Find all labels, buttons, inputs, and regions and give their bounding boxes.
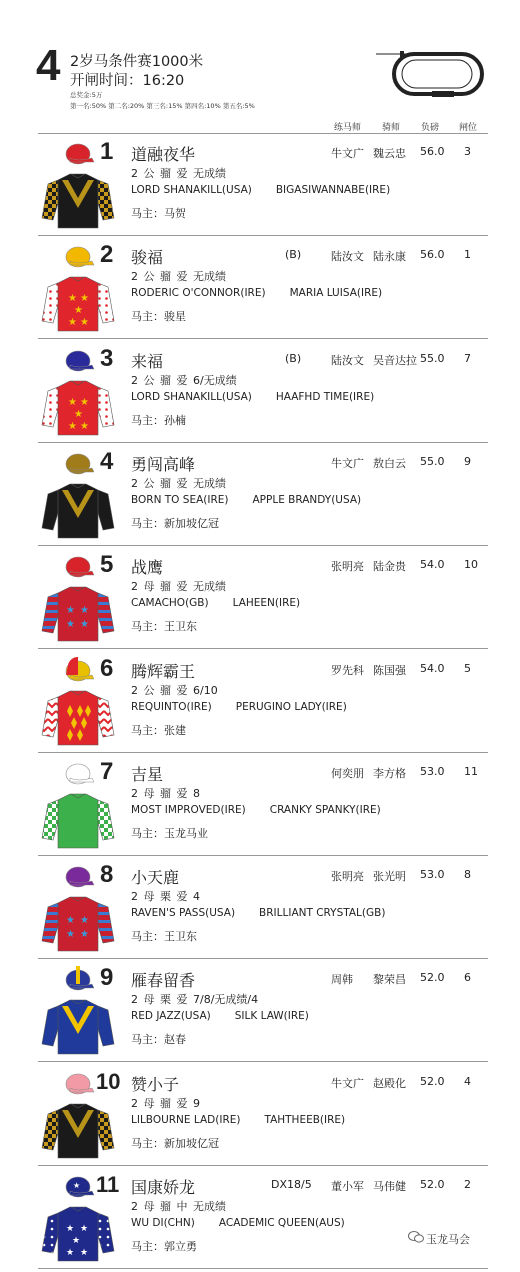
- divider: [38, 1165, 488, 1166]
- horse-info: 2 母 骝 爱 无成绩: [131, 580, 226, 594]
- trainer: 牛文广: [331, 1076, 364, 1090]
- svg-text:★: ★: [80, 929, 89, 941]
- svg-text:★: ★: [74, 408, 83, 420]
- runner-row: [0, 136, 520, 239]
- draw: 11: [464, 764, 478, 778]
- weight: 52.0: [420, 971, 445, 985]
- svg-text:★: ★: [66, 915, 75, 927]
- horse-name: 雁春留香: [131, 971, 196, 991]
- svg-text:★: ★: [80, 293, 89, 305]
- runner-row: [0, 962, 520, 1065]
- sire: CAMACHO(GB): [131, 597, 209, 610]
- runner-row: [0, 1066, 520, 1169]
- trainer: 何奕朋: [331, 766, 364, 780]
- sire: RED JAZZ(USA): [131, 1010, 211, 1023]
- owner: 马主：王卫东: [131, 930, 197, 944]
- draw: 4: [464, 1074, 471, 1088]
- jockey: 敖白云: [373, 456, 406, 470]
- dam: TAHTHEEB(IRE): [264, 1113, 346, 1126]
- jockey: 张光明: [373, 870, 406, 884]
- race-title: 2岁马条件赛1000米: [70, 54, 204, 70]
- horse-number: 2: [100, 241, 114, 269]
- wechat-logo-icon: [408, 1229, 424, 1248]
- horse-info: 2 母 骝 中 无成绩: [131, 1200, 226, 1213]
- horse-name: 骏福: [131, 248, 164, 268]
- weight: 56.0: [420, 145, 445, 158]
- pedigree: [131, 1114, 345, 1126]
- weight-col-header: 负磅: [421, 123, 440, 133]
- svg-text:★: ★: [68, 293, 77, 305]
- runner-row: [0, 446, 520, 549]
- pedigree: [131, 907, 385, 919]
- trainer: 周韩: [331, 973, 353, 987]
- owner: 马主：新加坡亿冠: [131, 1136, 219, 1150]
- trainer: 牛文广: [331, 456, 364, 470]
- svg-text:★: ★: [80, 420, 89, 432]
- jockey: 黎荣昌: [373, 973, 406, 987]
- divider: [38, 855, 488, 856]
- trainer: 张明亮: [331, 870, 364, 884]
- horse-name: 战鹰: [131, 558, 164, 578]
- trainer: 陆汝文: [331, 250, 364, 264]
- svg-text:★: ★: [80, 317, 89, 329]
- owner: 马主：张建: [131, 723, 186, 737]
- divider: [38, 545, 488, 546]
- pedigree: [131, 701, 347, 713]
- runner-row: [0, 1169, 520, 1272]
- pedigree: [131, 184, 390, 196]
- runner-row: [0, 859, 520, 962]
- draw: 8: [464, 868, 471, 882]
- owner: 马主：郭立勇: [131, 1240, 197, 1253]
- trainer: 董小军: [331, 1180, 364, 1193]
- trainer: 罗先科: [331, 663, 364, 677]
- dam: BRILLIANT CRYSTAL(GB): [259, 907, 386, 920]
- dam: HAAFHD TIME(IRE): [275, 390, 375, 403]
- weight: 55.0: [420, 351, 445, 365]
- owner: 马主：赵春: [131, 1033, 186, 1047]
- runner-row: [0, 756, 520, 859]
- weight: 56.0: [420, 248, 445, 262]
- jockey: 陈国强: [373, 663, 406, 677]
- svg-text:★: ★: [68, 396, 77, 408]
- jockey: 陆永康: [373, 250, 406, 264]
- draw: 3: [464, 145, 471, 158]
- horse-info: 2 公 骝 爱 6/无成绩: [131, 373, 237, 387]
- owner: 马主：孙楠: [131, 413, 186, 427]
- svg-text:★: ★: [66, 605, 75, 617]
- horse-number: 4: [100, 447, 114, 475]
- svg-text:★: ★: [80, 1224, 89, 1234]
- svg-text:★: ★: [68, 420, 77, 432]
- horse-name: 赞小子: [131, 1074, 180, 1094]
- sire: WU DI(CHN): [131, 1217, 195, 1229]
- jockey: 马伟健: [373, 1180, 406, 1193]
- svg-text:★: ★: [73, 1181, 81, 1190]
- jockey: 陆金贵: [373, 560, 406, 574]
- trainer: 牛文广: [331, 147, 364, 160]
- dam: LAHEEN(IRE): [232, 597, 301, 610]
- dam: BIGASIWANNABE(IRE): [275, 184, 391, 196]
- dam: SILK LAW(IRE): [234, 1010, 309, 1023]
- horse-number: 8: [100, 861, 114, 889]
- svg-text:★: ★: [66, 1248, 75, 1258]
- horse-number: 1: [100, 138, 114, 165]
- divider: [38, 752, 488, 753]
- pedigree: [131, 804, 381, 816]
- divider: [38, 338, 488, 339]
- owner: 马主：马贺: [131, 207, 186, 220]
- horse-info: 2 母 骝 爱 8: [131, 786, 200, 800]
- draw: 10: [464, 558, 478, 572]
- owner: 马主：骏星: [131, 310, 186, 324]
- svg-text:★: ★: [80, 396, 89, 408]
- horse-number: 7: [100, 757, 114, 785]
- blinkers: DX18/5: [271, 1178, 312, 1191]
- weight: 54.0: [420, 558, 445, 572]
- weight: 55.0: [420, 454, 445, 468]
- draw: 5: [464, 661, 471, 675]
- sire: MOST IMPROVED(IRE): [131, 803, 246, 816]
- horse-number: 11: [96, 1172, 120, 1197]
- runner-row: [0, 343, 520, 446]
- horse-number: 10: [96, 1068, 121, 1094]
- weight: 52.0: [420, 1074, 445, 1088]
- horse-name: 腾辉霸王: [131, 661, 196, 681]
- draw-col-header: 闸位: [459, 123, 478, 133]
- dam: CRANKY SPANKY(IRE): [269, 803, 381, 816]
- weight: 52.0: [420, 1178, 445, 1191]
- dam: PERUGINO LADY(IRE): [235, 700, 347, 713]
- footer-logo-text: 玉龙马会: [426, 1233, 470, 1246]
- horse-info: 2 公 骝 爱 无成绩: [131, 476, 226, 490]
- dam: ACADEMIC QUEEN(AUS): [218, 1217, 345, 1229]
- race-start-time: 开闸时间：16:20: [70, 73, 185, 89]
- horse-info: 2 母 栗 爱 7/8/无成绩/4: [131, 993, 259, 1007]
- horse-info: 2 母 栗 爱 4: [131, 890, 200, 904]
- svg-text:★: ★: [80, 1248, 89, 1258]
- svg-text:★: ★: [66, 929, 75, 941]
- pedigree: [131, 1217, 345, 1229]
- horse-name: 道融夜华: [131, 145, 196, 164]
- svg-text:★: ★: [68, 317, 77, 329]
- divider: [38, 1268, 488, 1269]
- draw: 6: [464, 971, 471, 985]
- divider: [38, 235, 488, 236]
- sire: LORD SHANAKILL(USA): [131, 390, 252, 403]
- horse-name: 小天鹿: [131, 868, 180, 888]
- sire: BORN TO SEA(IRE): [131, 493, 229, 506]
- race-header: [0, 0, 520, 132]
- runner-row: [0, 653, 520, 756]
- draw: 9: [464, 454, 471, 468]
- race-number: 4: [36, 41, 61, 90]
- pedigree: [131, 287, 382, 299]
- prize-split: 第一名:50% 第二名:20% 第三名:15% 第四名:10% 第五名:5%: [70, 102, 255, 110]
- svg-text:★: ★: [80, 915, 89, 927]
- svg-text:★: ★: [66, 1224, 75, 1234]
- jockey: 赵殿化: [373, 1076, 406, 1090]
- jockey: 李方格: [373, 766, 406, 780]
- horse-number: 6: [100, 654, 114, 682]
- dam: MARIA LUISA(IRE): [289, 287, 383, 300]
- horse-number: 9: [100, 964, 114, 992]
- trainer-col-header: 练马师: [334, 123, 362, 133]
- blinkers: (B): [285, 351, 302, 365]
- draw: 7: [464, 351, 471, 365]
- svg-text:★: ★: [74, 305, 83, 317]
- horse-number: 3: [100, 344, 114, 372]
- track-diagram-icon: [374, 48, 490, 100]
- svg-text:★: ★: [72, 1236, 81, 1246]
- horse-info: 2 公 骝 爱 无成绩: [131, 270, 226, 284]
- sire: LORD SHANAKILL(USA): [131, 184, 252, 196]
- pedigree: [131, 391, 374, 403]
- divider: [38, 1061, 488, 1062]
- pedigree: [131, 1010, 309, 1022]
- sire: LILBOURNE LAD(IRE): [131, 1113, 241, 1126]
- sire: REQUINTO(IRE): [131, 700, 212, 713]
- svg-text:★: ★: [80, 605, 89, 617]
- divider: [38, 958, 488, 959]
- jockey-col-header: 骑师: [382, 123, 401, 133]
- horse-number: 5: [100, 551, 114, 579]
- race-prize: 总奖金:5万: [70, 91, 103, 99]
- sire: RODERIC O'CONNOR(IRE): [131, 287, 266, 300]
- pedigree: [131, 597, 300, 609]
- sire: RAVEN'S PASS(USA): [131, 907, 236, 920]
- draw: 2: [464, 1178, 471, 1191]
- blinkers: (B): [285, 248, 302, 262]
- jockey: 魏云忠: [373, 147, 406, 160]
- weight: 53.0: [420, 868, 445, 882]
- horse-name: 勇闯高峰: [131, 454, 196, 474]
- divider: [38, 648, 488, 649]
- horse-info: 2 母 骝 爱 9: [131, 1096, 200, 1110]
- draw: 1: [464, 248, 471, 262]
- weight: 53.0: [420, 764, 445, 778]
- horse-name: 国康娇龙: [131, 1178, 196, 1197]
- runner-row: [0, 239, 520, 342]
- weight: 54.0: [420, 661, 445, 675]
- pedigree: [131, 494, 361, 506]
- owner: 马主：玉龙马业: [131, 826, 208, 840]
- owner: 马主：王卫东: [131, 620, 197, 634]
- divider: [38, 442, 488, 443]
- horse-name: 来福: [131, 351, 164, 371]
- owner: 马主：新加坡亿冠: [131, 516, 219, 530]
- runner-row: [0, 549, 520, 652]
- horse-name: 吉星: [131, 764, 164, 784]
- trainer: 陆汝文: [331, 353, 364, 367]
- svg-text:★: ★: [80, 619, 89, 631]
- jockey: 吴音达拉: [373, 353, 417, 367]
- horse-info: 2 公 骝 爱 6/10: [131, 683, 218, 697]
- svg-text:★: ★: [66, 619, 75, 631]
- divider: [38, 133, 488, 134]
- trainer: 张明亮: [331, 560, 364, 574]
- dam: APPLE BRANDY(USA): [252, 493, 362, 506]
- horse-info: 2 公 骝 爱 无成绩: [131, 167, 226, 180]
